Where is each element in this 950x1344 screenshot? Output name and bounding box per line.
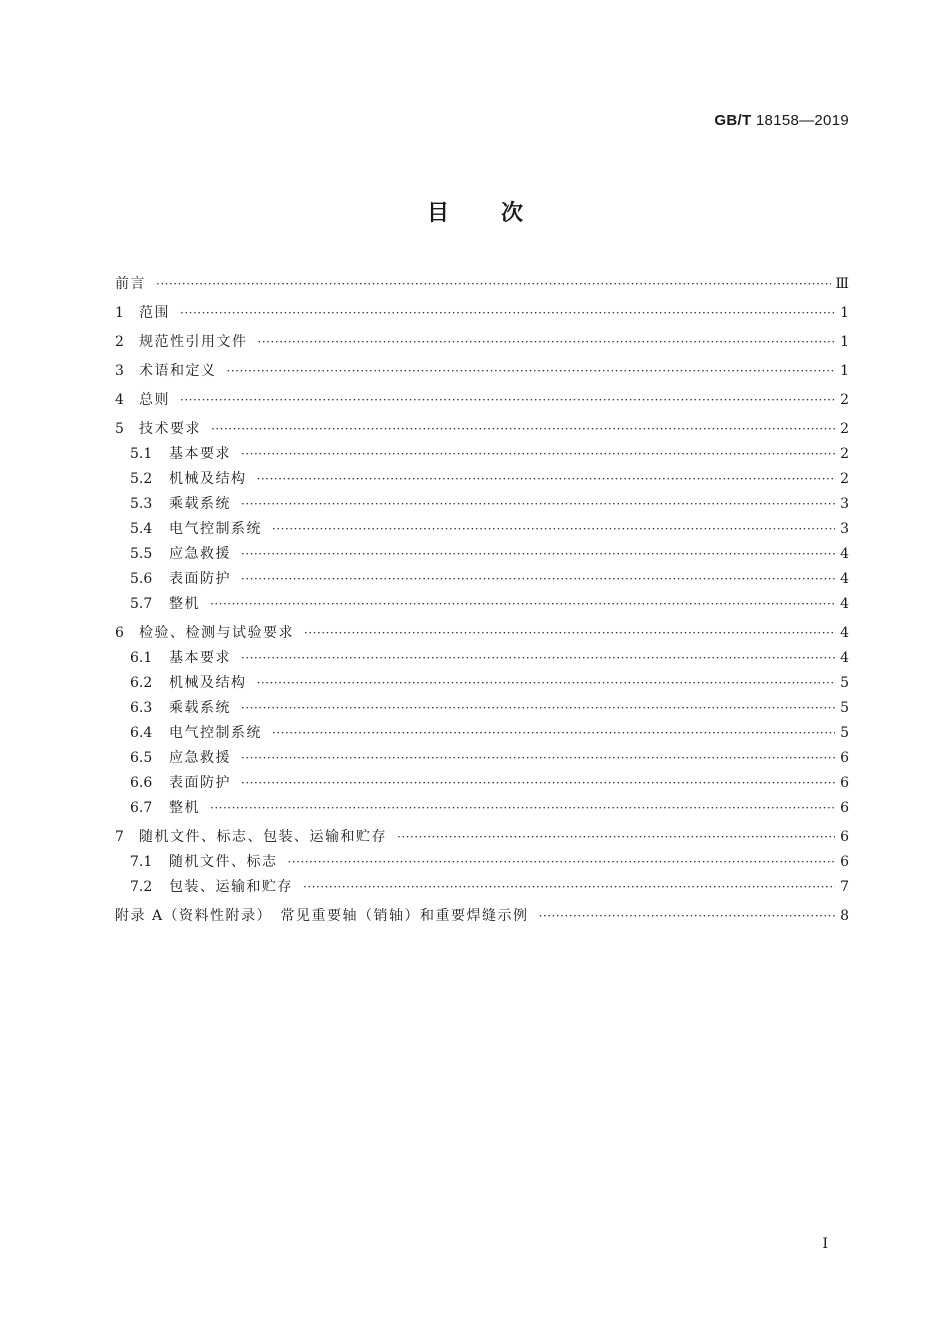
toc-entry-title: 机械及结构 xyxy=(169,675,247,691)
toc-entry-number: 6.1 xyxy=(130,650,153,666)
toc-dot-leader xyxy=(539,904,835,929)
toc-entry-page: 5 xyxy=(840,725,849,741)
toc-entry[interactable] xyxy=(115,330,849,355)
toc-entry-number: 6.4 xyxy=(130,725,153,741)
toc-dot-leader xyxy=(241,771,835,796)
toc-entry-title: 基本要求 xyxy=(169,650,231,666)
toc-entry-title: 附录 A（资料性附录） 常见重要轴（销轴）和重要焊缝示例 xyxy=(115,908,529,924)
toc-entry-number: 5.2 xyxy=(130,471,153,487)
toc-entry-title: 规范性引用文件 xyxy=(139,334,248,350)
toc-entry-number: 5.7 xyxy=(130,596,153,612)
toc-entry-page: 6 xyxy=(840,750,849,766)
toc-dot-leader xyxy=(241,696,835,721)
toc-entry-page: 3 xyxy=(840,496,849,512)
toc-entry[interactable] xyxy=(115,542,849,567)
toc-entry-page: 4 xyxy=(840,625,849,641)
toc-entry-number: 5.1 xyxy=(130,446,153,462)
toc-entry-page: 8 xyxy=(840,908,849,924)
toc-entry-title: 术语和定义 xyxy=(139,363,217,379)
toc-entry[interactable] xyxy=(115,621,849,646)
toc-entry-page: 1 xyxy=(840,363,849,379)
toc-entry-page: 4 xyxy=(840,571,849,587)
toc-entry-title: 应急救援 xyxy=(169,546,231,562)
toc-entry-title: 检验、检测与试验要求 xyxy=(139,625,294,641)
toc-entry-title: 前言 xyxy=(115,276,146,292)
toc-entry[interactable] xyxy=(115,567,849,592)
toc-entry[interactable] xyxy=(115,517,849,542)
toc-entry-page: 2 xyxy=(840,421,849,437)
toc-entry[interactable] xyxy=(115,796,849,821)
toc-entry-title: 表面防护 xyxy=(169,571,231,587)
toc-dot-leader xyxy=(258,330,836,355)
toc-dot-leader xyxy=(241,567,835,592)
toc-dot-leader xyxy=(156,272,831,297)
toc-entry-page: 4 xyxy=(840,650,849,666)
toc-entry-page: 2 xyxy=(840,471,849,487)
toc-entry-number: 5.5 xyxy=(130,546,153,562)
toc-entry-number: 5 xyxy=(115,421,124,437)
toc-entry[interactable] xyxy=(115,671,849,696)
toc-entry[interactable] xyxy=(115,646,849,671)
toc-entry-title: 随机文件、标志、包装、运输和贮存 xyxy=(139,829,387,845)
toc-entry-title: 乘载系统 xyxy=(169,700,231,716)
toc-dot-leader xyxy=(227,359,836,384)
standard-code xyxy=(714,112,849,129)
toc-entry[interactable] xyxy=(115,592,849,617)
toc-entry-page: 5 xyxy=(840,700,849,716)
toc-entry[interactable] xyxy=(115,746,849,771)
toc-entry[interactable] xyxy=(115,721,849,746)
toc-entry-title: 包装、运输和贮存 xyxy=(169,879,293,895)
toc-dot-leader xyxy=(241,746,835,771)
toc-entry-title: 整机 xyxy=(169,596,200,612)
toc-dot-leader xyxy=(303,875,835,900)
toc-dot-leader xyxy=(257,671,836,696)
toc-entry-number: 2 xyxy=(115,334,124,350)
toc-entry-number: 5.4 xyxy=(130,521,153,537)
toc-entry-page: 1 xyxy=(840,334,849,350)
toc-entry-number: 7.1 xyxy=(130,854,153,870)
toc-entry-title: 技术要求 xyxy=(139,421,201,437)
toc-entry-page: 6 xyxy=(840,775,849,791)
toc-entry-number: 6.3 xyxy=(130,700,153,716)
toc-entry-number: 1 xyxy=(115,305,124,321)
toc-entry-number: 6.6 xyxy=(130,775,153,791)
toc-entry-title: 表面防护 xyxy=(169,775,231,791)
toc-entry[interactable] xyxy=(115,825,849,850)
toc-entry-number: 6.2 xyxy=(130,675,153,691)
toc-entry-page: 2 xyxy=(840,446,849,462)
toc-entry-number: 6 xyxy=(115,625,124,641)
toc-dot-leader xyxy=(272,721,835,746)
standard-number: 18158—2019 xyxy=(755,112,849,129)
toc-entry[interactable] xyxy=(115,875,849,900)
toc-entry-number: 7 xyxy=(115,829,124,845)
page-title: 目次 xyxy=(426,201,575,226)
toc-entry-title: 整机 xyxy=(169,800,200,816)
toc-entry-page: 6 xyxy=(840,854,849,870)
toc-dot-leader xyxy=(288,850,836,875)
toc-entry-number: 7.2 xyxy=(130,879,153,895)
toc-entry-title: 机械及结构 xyxy=(169,471,247,487)
toc-entry-page: 3 xyxy=(840,521,849,537)
toc-dot-leader xyxy=(241,542,835,567)
toc-dot-leader xyxy=(241,646,835,671)
toc-dot-leader xyxy=(241,492,835,517)
toc-dot-leader xyxy=(211,417,835,442)
toc-entry-title: 总则 xyxy=(139,392,170,408)
toc-entry-page: 4 xyxy=(840,546,849,562)
toc-entry-title: 电气控制系统 xyxy=(169,725,262,741)
toc-entry-number: 6.5 xyxy=(130,750,153,766)
toc-entry[interactable] xyxy=(115,771,849,796)
toc-entry-page: 6 xyxy=(840,829,849,845)
toc-entry-number: 5.3 xyxy=(130,496,153,512)
toc-dot-leader xyxy=(210,592,835,617)
toc-dot-leader xyxy=(304,621,835,646)
toc-entry-page: 1 xyxy=(840,305,849,321)
toc-dot-leader xyxy=(272,517,835,542)
toc-entry-title: 电气控制系统 xyxy=(169,521,262,537)
toc-dot-leader xyxy=(241,442,835,467)
table-of-contents xyxy=(115,272,849,929)
toc-entry-page: Ⅲ xyxy=(835,276,849,292)
toc-entry-title: 应急救援 xyxy=(169,750,231,766)
toc-entry-number: 4 xyxy=(115,392,124,408)
toc-dot-leader xyxy=(180,388,835,413)
toc-entry-number: 3 xyxy=(115,363,124,379)
toc-entry-number: 6.7 xyxy=(130,800,153,816)
toc-entry-page: 4 xyxy=(840,596,849,612)
standard-prefix: GB/T xyxy=(714,112,752,129)
toc-entry-title: 范围 xyxy=(139,305,170,321)
toc-entry[interactable] xyxy=(115,301,849,326)
page-number: Ⅰ xyxy=(822,1236,828,1252)
toc-entry-title: 基本要求 xyxy=(169,446,231,462)
toc-entry-title: 随机文件、标志 xyxy=(169,854,278,870)
toc-entry[interactable] xyxy=(115,359,849,384)
toc-entry[interactable] xyxy=(115,904,849,929)
toc-entry-page: 7 xyxy=(840,879,849,895)
toc-entry[interactable] xyxy=(115,272,849,297)
toc-entry-page: 6 xyxy=(840,800,849,816)
toc-dot-leader xyxy=(180,301,835,326)
toc-entry-title: 乘载系统 xyxy=(169,496,231,512)
toc-entry-number: 5.6 xyxy=(130,571,153,587)
toc-entry[interactable] xyxy=(115,388,849,413)
toc-dot-leader xyxy=(257,467,836,492)
toc-dot-leader xyxy=(397,825,835,850)
toc-entry[interactable] xyxy=(115,417,849,442)
toc-entry[interactable] xyxy=(115,467,849,492)
toc-entry[interactable] xyxy=(115,696,849,721)
toc-entry[interactable] xyxy=(115,850,849,875)
toc-entry[interactable] xyxy=(115,442,849,467)
toc-entry-page: 5 xyxy=(840,675,849,691)
toc-entry-page: 2 xyxy=(840,392,849,408)
toc-dot-leader xyxy=(210,796,835,821)
toc-entry[interactable] xyxy=(115,492,849,517)
